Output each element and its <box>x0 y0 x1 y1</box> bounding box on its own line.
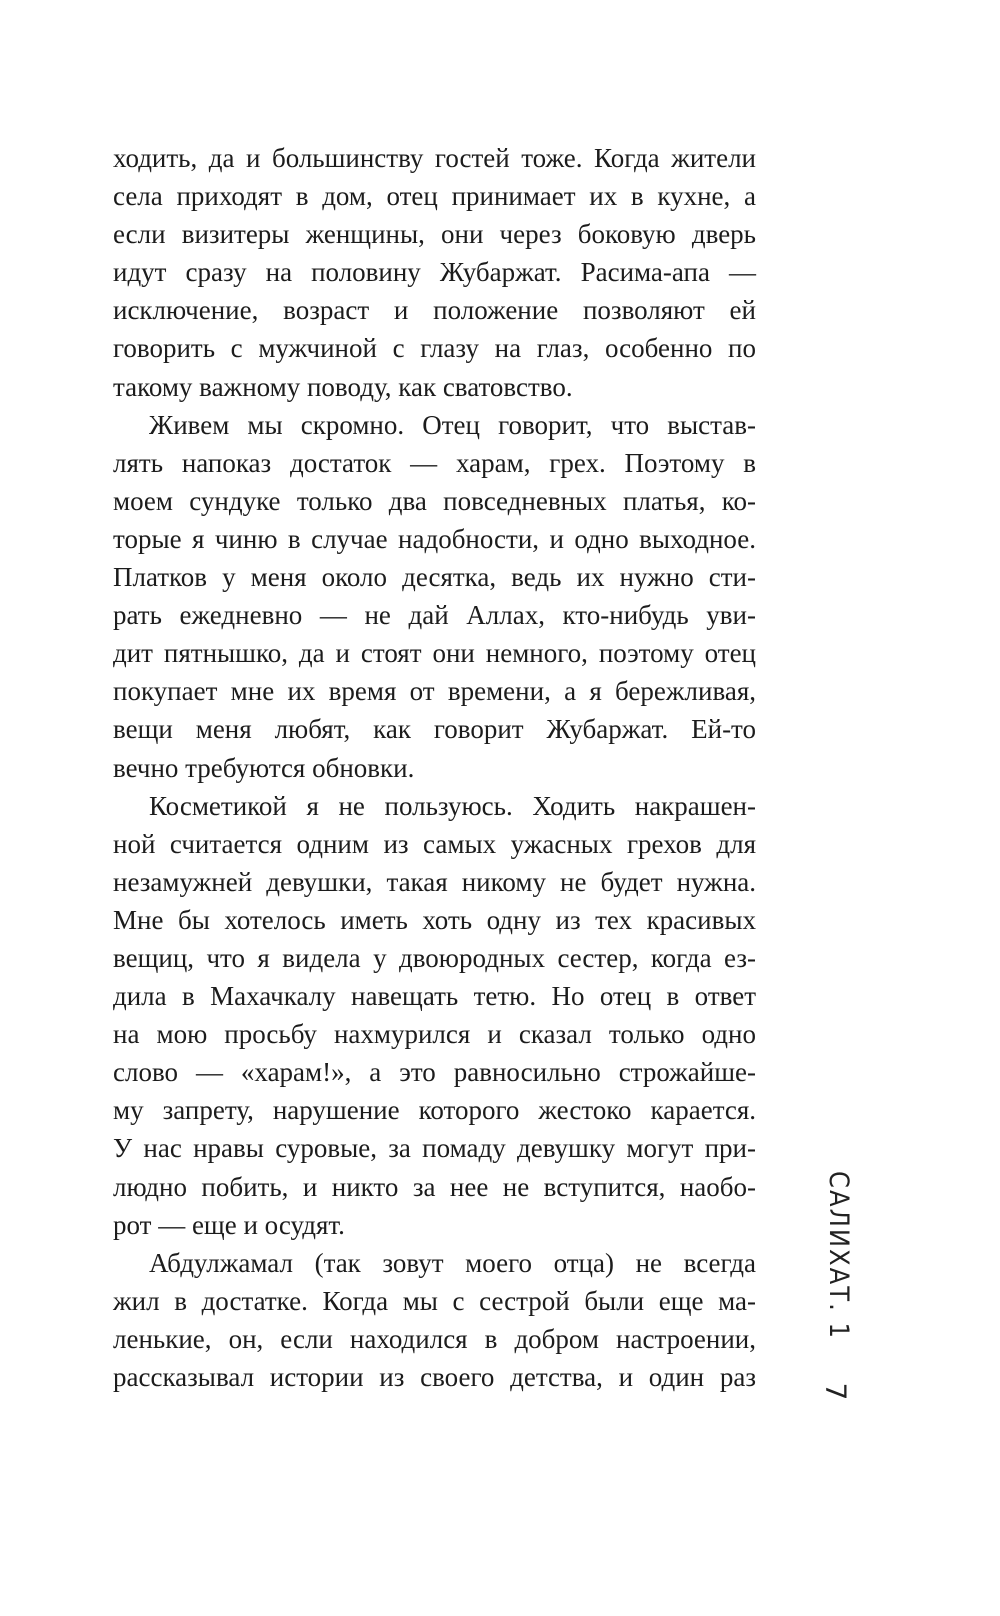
text-line: торые я чиню в случае надобности, и одно выходное. <box>113 523 756 554</box>
text-line: вечно требуются обновки. <box>113 752 415 783</box>
text-line: рассказывал истории из своего детства, и один раз <box>113 1362 756 1392</box>
text-line: села приходят в дом, отец принимает их в кухне, а <box>113 181 756 212</box>
text-line: людно побить, и никто за нее не вступится, наобо- <box>113 1171 756 1202</box>
running-title-text: САЛИХАТ. 1 <box>822 1170 854 1340</box>
text-line: дила в Махачкалу навещать тетю. Но отец в ответ <box>113 981 756 1012</box>
text-line: идут сразу на половину Жубаржат. Расима-апа — <box>113 257 756 288</box>
text-line: Платков у меня около десятка, ведь их нужно сти- <box>113 562 756 593</box>
text-line: дит пятнышко, да и стоят они немного, поэтому отец <box>113 638 756 669</box>
text-line: вещи меня любят, как говорит Жубаржат. Ей-то <box>113 714 756 745</box>
text-line: незамужней девушки, такая никому не будет нужна. <box>113 866 756 897</box>
text-line: покупает мне их время от времени, а я бережливая, <box>113 676 756 707</box>
text-line: Косметикой я не пользуюсь. Ходить накрашен- <box>149 790 756 821</box>
text-line: ходить, да и большинству гостей тоже. Когда жители <box>113 143 756 173</box>
text-line: рот — еще и осудят. <box>113 1209 345 1240</box>
text-line: слово — «харам!», а это равносильно строжайше- <box>113 1057 756 1088</box>
text-line: на мою просьбу нахмурился и сказал только одно <box>113 1019 756 1050</box>
text-line: моем сундуке только два повседневных платья, ко- <box>113 485 756 516</box>
text-line: жил в достатке. Когда мы с сестрой были еще ма- <box>113 1285 756 1316</box>
page-number <box>819 1376 853 1406</box>
text-line: исключение, возраст и положение позволяют ей <box>113 295 756 326</box>
text-line: му запрету, нарушение которого жестоко карается. <box>113 1095 756 1126</box>
text-line: У нас нравы суровые, за помаду девушку могут при- <box>113 1133 756 1164</box>
text-line: если визитеры женщины, они через боковую дверь <box>113 219 756 250</box>
text-line: Абдулжамал (так зовут моего отца) не всегда <box>149 1247 756 1278</box>
body-text <box>113 139 756 1396</box>
text-line: рать ежедневно — не дай Аллах, кто-нибудь уви- <box>113 600 756 631</box>
text-line: ленькие, он, если находился в добром настроении, <box>113 1323 756 1354</box>
text-line: такому важному поводу, как сватовство. <box>113 371 573 402</box>
running-title <box>822 1170 854 1340</box>
text-line: лять напоказ достаток — харам, грех. Поэтому в <box>113 447 756 478</box>
text-line: вещиц, что я видела у двоюродных сестер, когда ез- <box>113 942 756 973</box>
page-number-text: 7 <box>819 1382 853 1400</box>
text-line: ной считается одним из самых ужасных грехов для <box>113 828 756 859</box>
text-line: говорить с мужчиной с глазу на глаз, особенно по <box>113 333 756 364</box>
text-line: Мне бы хотелось иметь хоть одну из тех красивых <box>113 904 756 935</box>
text-line: Живем мы скромно. Отец говорит, что выстав- <box>149 409 756 440</box>
